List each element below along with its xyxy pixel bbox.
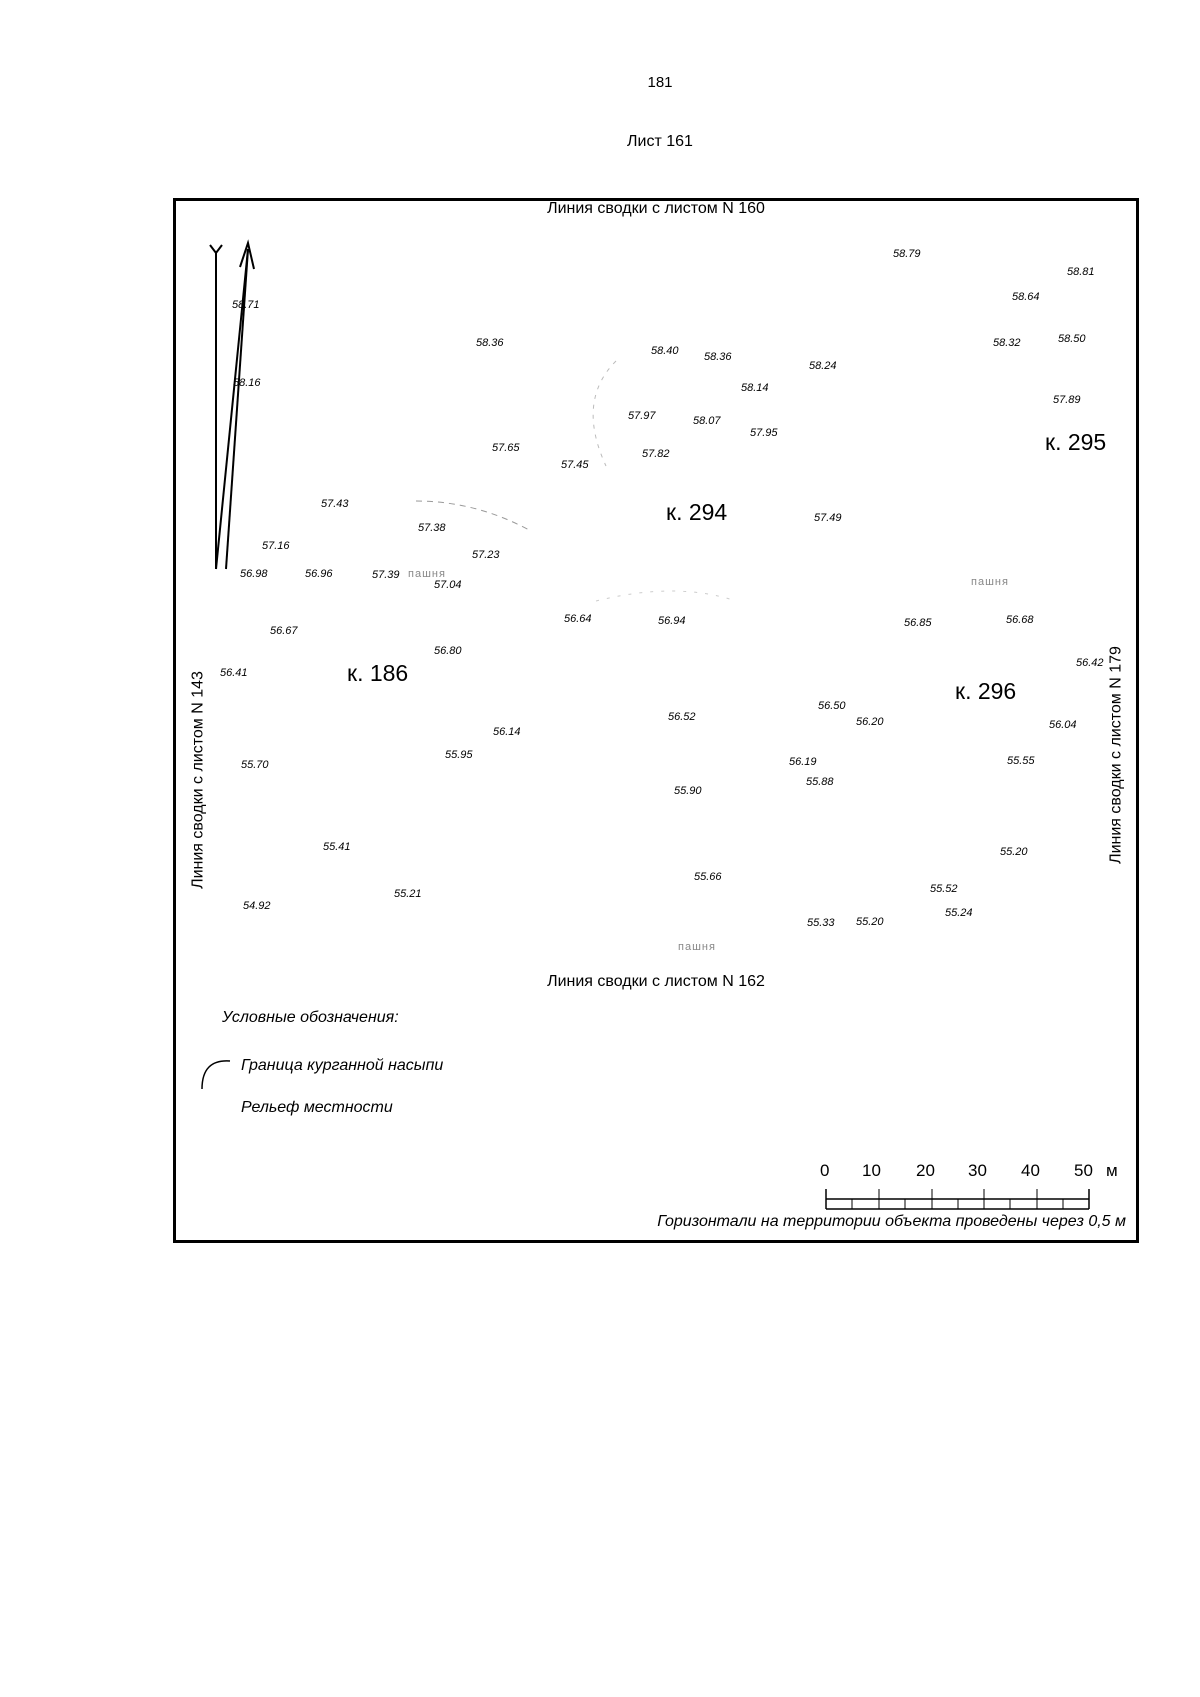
elevation-point: 58.64 <box>1012 291 1040 303</box>
elevation-point: 55.20 <box>1000 846 1028 858</box>
elevation-point: 56.98 <box>240 568 268 580</box>
elevation-point: 57.95 <box>750 427 778 439</box>
mound-label: к. 294 <box>666 499 728 525</box>
elevation-point: 57.49 <box>814 512 842 524</box>
elevation-point: 58.36 <box>704 351 732 363</box>
scale-bar <box>816 1161 1116 1221</box>
elevation-point: 58.71 <box>232 299 260 311</box>
elevation-point: 56.42 <box>1076 657 1104 669</box>
legend-title: Условные обозначения: <box>222 1009 399 1026</box>
elevation-point: 56.94 <box>658 615 686 627</box>
elevation-point: 57.23 <box>472 549 500 561</box>
elevation-point: 56.67 <box>270 625 298 637</box>
elevation-point: 57.65 <box>492 442 520 454</box>
elevation-point: 55.90 <box>674 785 702 797</box>
field-label: пашня <box>971 576 1009 588</box>
elevation-point: 56.85 <box>904 617 932 629</box>
elevation-point: 56.19 <box>789 756 817 768</box>
legend-mound-boundary: Граница курганной насыпи <box>241 1057 444 1074</box>
scale-tick-label: 30 <box>968 1161 987 1180</box>
elevation-point: 55.70 <box>241 759 269 771</box>
elevation-point: 55.21 <box>394 888 422 900</box>
elevation-point: 56.96 <box>305 568 333 580</box>
elevation-point: 58.16 <box>233 377 261 389</box>
scale-ruler-icon <box>816 1185 1116 1215</box>
elevation-point: 56.80 <box>434 645 462 657</box>
elevation-point: 56.68 <box>1006 614 1034 626</box>
elevation-point: 55.33 <box>807 917 835 929</box>
sheet-title: Лист 161 <box>627 133 693 150</box>
scale-tick-label: 0 <box>820 1161 830 1180</box>
legend-relief: Рельеф местности <box>241 1099 393 1116</box>
elevation-point: 57.04 <box>434 579 462 591</box>
elevation-point: 56.04 <box>1049 719 1077 731</box>
map-frame <box>173 198 1139 1243</box>
edge-label-right: Линия сводки с листом N 179 <box>1107 646 1125 864</box>
elevation-point: 57.39 <box>372 569 400 581</box>
elevation-point: 58.40 <box>651 345 679 357</box>
elevation-point: 58.36 <box>476 337 504 349</box>
elevation-point: 58.24 <box>809 360 837 372</box>
mound-label: к. 296 <box>955 678 1017 704</box>
elevation-point: 57.43 <box>321 498 349 510</box>
elevation-point: 55.95 <box>445 749 473 761</box>
mound-label: к. 186 <box>347 660 409 686</box>
elevation-point: 55.55 <box>1007 755 1035 767</box>
scale-unit: м <box>1106 1161 1118 1180</box>
scale-tick-label: 20 <box>916 1161 935 1180</box>
elevation-point: 56.20 <box>856 716 884 728</box>
page-number: 181 <box>647 74 673 91</box>
elevation-point: 57.82 <box>642 448 670 460</box>
elevation-point: 55.66 <box>694 871 722 883</box>
elevation-point: 58.07 <box>693 415 721 427</box>
elevation-point: 56.41 <box>220 667 248 679</box>
elevation-point: 56.52 <box>668 711 696 723</box>
scale-tick-label: 40 <box>1021 1161 1040 1180</box>
mound-boundary-symbol-icon <box>198 1053 238 1093</box>
elevation-point: 57.97 <box>628 410 656 422</box>
edge-label-left: Линия сводки с листом N 143 <box>189 671 207 889</box>
elevation-point: 58.14 <box>741 382 769 394</box>
elevation-point: 58.50 <box>1058 333 1086 345</box>
elevation-point: 58.81 <box>1067 266 1095 278</box>
elevation-point: 57.38 <box>418 522 446 534</box>
elevation-point: 57.45 <box>561 459 589 471</box>
elevation-point: 57.16 <box>262 540 290 552</box>
elevation-point: 56.14 <box>493 726 521 738</box>
elevation-point: 54.92 <box>243 900 271 912</box>
edge-label-bottom: Линия сводки с листом N 162 <box>547 973 765 990</box>
elevation-point: 55.20 <box>856 916 884 928</box>
contour-note: Горизонтали на территории объекта проведены через 0,5 м <box>657 1213 1126 1230</box>
mound-label: к. 295 <box>1045 429 1107 455</box>
scale-tick-label: 50 <box>1074 1161 1093 1180</box>
elevation-point: 56.64 <box>564 613 592 625</box>
elevation-point: 58.79 <box>893 248 921 260</box>
elevation-point: 58.32 <box>993 337 1021 349</box>
elevation-point: 56.50 <box>818 700 846 712</box>
edge-label-top: Линия сводки с листом N 160 <box>547 200 765 217</box>
field-label: пашня <box>678 941 716 953</box>
elevation-point: 55.24 <box>945 907 973 919</box>
elevation-point: 55.88 <box>806 776 834 788</box>
elevation-point: 57.89 <box>1053 394 1081 406</box>
elevation-point: 55.52 <box>930 883 958 895</box>
elevation-point: 55.41 <box>323 841 351 853</box>
field-label: пашня <box>408 568 446 580</box>
scale-tick-label: 10 <box>862 1161 881 1180</box>
